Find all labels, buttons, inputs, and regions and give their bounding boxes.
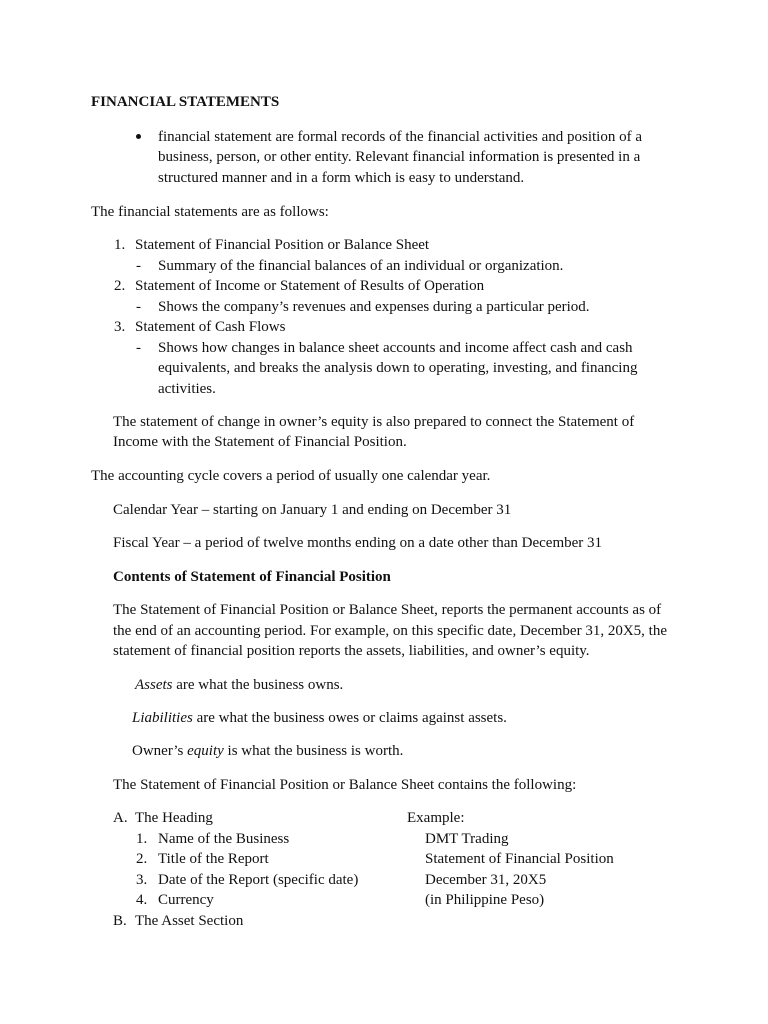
section-a-letter: A. [113,810,128,826]
statement-1-desc: Summary of the financial balances of an individual or organization. [158,258,564,274]
liabilities-term: Liabilities [132,710,193,726]
equity-rest: is what the business is worth. [223,743,404,759]
assets-definition [135,675,343,696]
heading-item-3-label: Date of the Report (specific date) [158,872,359,888]
heading-item-1-example: DMT Trading [425,831,509,847]
equity-term: equity [187,743,224,759]
list-intro: The financial statements are as follows: [91,204,329,220]
dash-marker: - [136,299,141,315]
statement-3-number: 3. [114,319,126,335]
liabilities-rest: are what the business owes or claims against assets. [192,710,507,726]
heading-item-1-number: 1. [136,831,148,847]
section-b-label: The Asset Section [135,913,244,929]
intro-line-2: business, person, or other entity. Relevant financial information is presented in a [158,149,641,165]
intro-line-1: financial statement are formal records of the financial activities and position of a [158,129,642,145]
assets-term: Assets [135,677,173,693]
sfp-line-3: statement of financial position reports the assets, liabilities, and owner’s equity. [113,643,590,659]
heading-item-2-number: 2. [136,851,148,867]
liabilities-definition [132,708,507,729]
heading-item-4-label: Currency [158,892,214,908]
section-a-label: The Heading [135,810,213,826]
heading-item-2-label: Title of the Report [158,851,269,867]
statement-1-number: 1. [114,237,126,253]
heading-item-3-number: 3. [136,872,148,888]
statement-2-desc: Shows the company’s revenues and expenses during a particular period. [158,299,590,315]
contains-intro: The Statement of Financial Position or Balance Sheet contains the following: [113,777,577,793]
dash-marker: - [136,340,141,356]
calendar-year: Calendar Year – starting on January 1 and ending on December 31 [113,502,512,518]
contents-heading: Contents of Statement of Financial Position [113,569,391,585]
heading-item-4-example: (in Philippine Peso) [425,892,545,908]
accounting-cycle: The accounting cycle covers a period of usually one calendar year. [91,468,491,484]
statement-3-desc-2: equivalents, and breaks the analysis down to operating, investing, and financing [158,360,638,376]
heading-item-4-number: 4. [136,892,148,908]
sfp-line-1: The Statement of Financial Position or Balance Sheet, reports the permanent accounts as of [113,602,662,618]
statement-3-desc-1: Shows how changes in balance sheet accounts and income affect cash and cash [158,340,633,356]
bullet-icon [136,134,141,139]
assets-rest: are what the business owns. [172,677,344,693]
statement-1-name: Statement of Financial Position or Balance Sheet [135,237,430,253]
statement-2-name: Statement of Income or Statement of Results of Operation [135,278,485,294]
section-b-letter: B. [113,913,127,929]
intro-line-3: structured manner and in a form which is easy to understand. [158,170,525,186]
equity-note-line-2: Income with the Statement of Financial Position. [113,434,407,450]
fiscal-year: Fiscal Year – a period of twelve months ending on a date other than December 31 [113,535,603,551]
heading-item-1-label: Name of the Business [158,831,290,847]
dash-marker: - [136,258,141,274]
equity-note-line-1: The statement of change in owner’s equity is also prepared to connect the Statement of [113,414,635,430]
equity-pre: Owner’s [132,743,188,759]
statement-3-desc-3: activities. [158,381,216,397]
heading-item-2-example: Statement of Financial Position [425,851,614,867]
equity-definition [132,741,403,762]
statement-2-number: 2. [114,278,126,294]
example-label: Example: [407,810,465,826]
heading-item-3-example: December 31, 20X5 [425,872,547,888]
page-title: FINANCIAL STATEMENTS [91,94,280,110]
statement-3-name: Statement of Cash Flows [135,319,286,335]
sfp-line-2: the end of an accounting period. For example, on this specific date, December 31, 20X5, the [113,623,667,639]
